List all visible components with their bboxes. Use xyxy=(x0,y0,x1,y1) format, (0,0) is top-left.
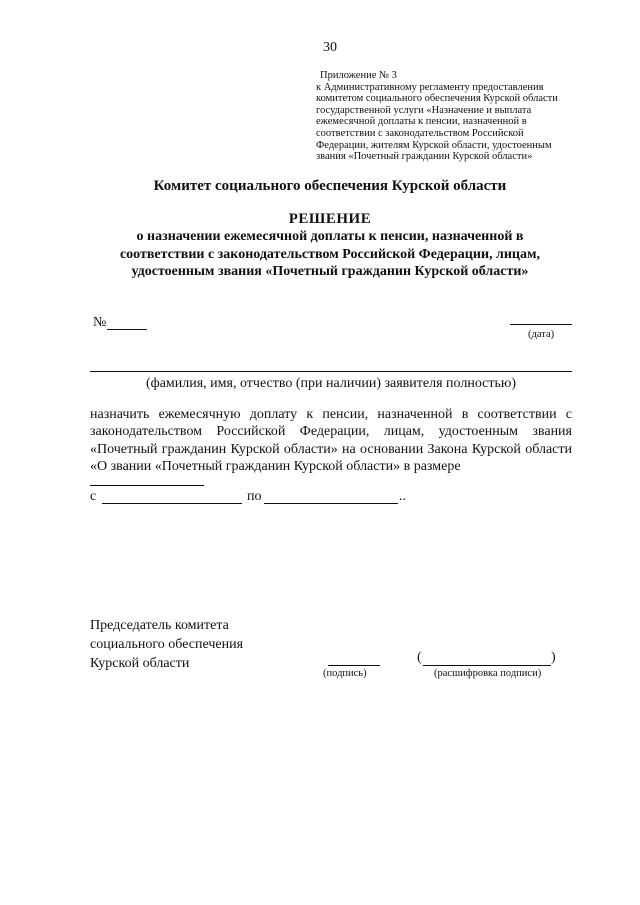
appendix-line: ежемесячной доплаты к пенсии, назначенной в xyxy=(316,116,527,128)
page-number: 30 xyxy=(323,40,337,55)
appendix-line: Федерации, жителям Курской области, удостоенным xyxy=(316,139,552,151)
signer-line: Председатель комитета xyxy=(90,618,229,633)
appendix-note xyxy=(316,70,586,163)
signature-line[interactable] xyxy=(328,665,380,666)
period-from-line[interactable] xyxy=(102,503,242,504)
applicant-name-line[interactable] xyxy=(90,371,572,372)
signature-decode-caption: (расшифровка подписи) xyxy=(434,668,542,679)
committee-name: Комитет социального обеспечения Курской области xyxy=(153,178,507,194)
decision-title: РЕШЕНИЕ xyxy=(288,211,372,227)
appendix-line: Приложение № 3 xyxy=(320,70,397,81)
signer-line: социального обеспечения xyxy=(90,637,244,652)
period-end-mark: .. xyxy=(399,489,406,504)
appendix-line: звания «Почетный гражданин Курской области» xyxy=(316,151,533,163)
signature-caption: (подпись) xyxy=(323,668,367,679)
number-field-line[interactable] xyxy=(107,329,147,330)
subtitle-line: соответствии с законодательством Российской Федерации, лицам, xyxy=(119,246,541,262)
signature-decode-line[interactable] xyxy=(423,665,551,666)
number-label: № xyxy=(93,315,107,330)
decision-subtitle xyxy=(95,228,565,281)
decode-open-paren: ( xyxy=(417,650,422,665)
decision-body-text: назначить ежемесячную доплату к пенсии, назначенной в соответствии с законодательством Российской Федерации, лицам, удостоенным звания «Почетный гражданин Курской области» на основании Закона Курской области «О звании «Почетный гражданин Курской области» в размере xyxy=(90,407,572,474)
appendix-line: соответствии с законодательством Российской xyxy=(316,127,524,139)
date-field-line[interactable] xyxy=(510,324,572,325)
subtitle-line: удостоенным звания «Почетный гражданин Курской области» xyxy=(131,264,529,279)
period-to-line[interactable] xyxy=(264,503,398,504)
period-from-label: с xyxy=(90,489,97,504)
appendix-line: государственной услуги «Назначение и выплата xyxy=(316,104,532,116)
date-caption: (дата) xyxy=(528,329,555,340)
period-to-label: по xyxy=(247,489,262,504)
appendix-line: комитетом социального обеспечения Курской области xyxy=(316,93,558,105)
amount-field-line[interactable] xyxy=(90,485,204,486)
decode-close-paren: ) xyxy=(551,650,556,665)
signer-title xyxy=(90,616,243,673)
applicant-name-caption: (фамилия, имя, отчество (при наличии) заявителя полностью) xyxy=(145,376,517,391)
signer-line: Курской области xyxy=(90,656,190,671)
appendix-line: к Административному регламенту предоставления xyxy=(316,81,544,93)
subtitle-line: о назначении ежемесячной доплаты к пенсии, назначенной в xyxy=(136,229,524,244)
